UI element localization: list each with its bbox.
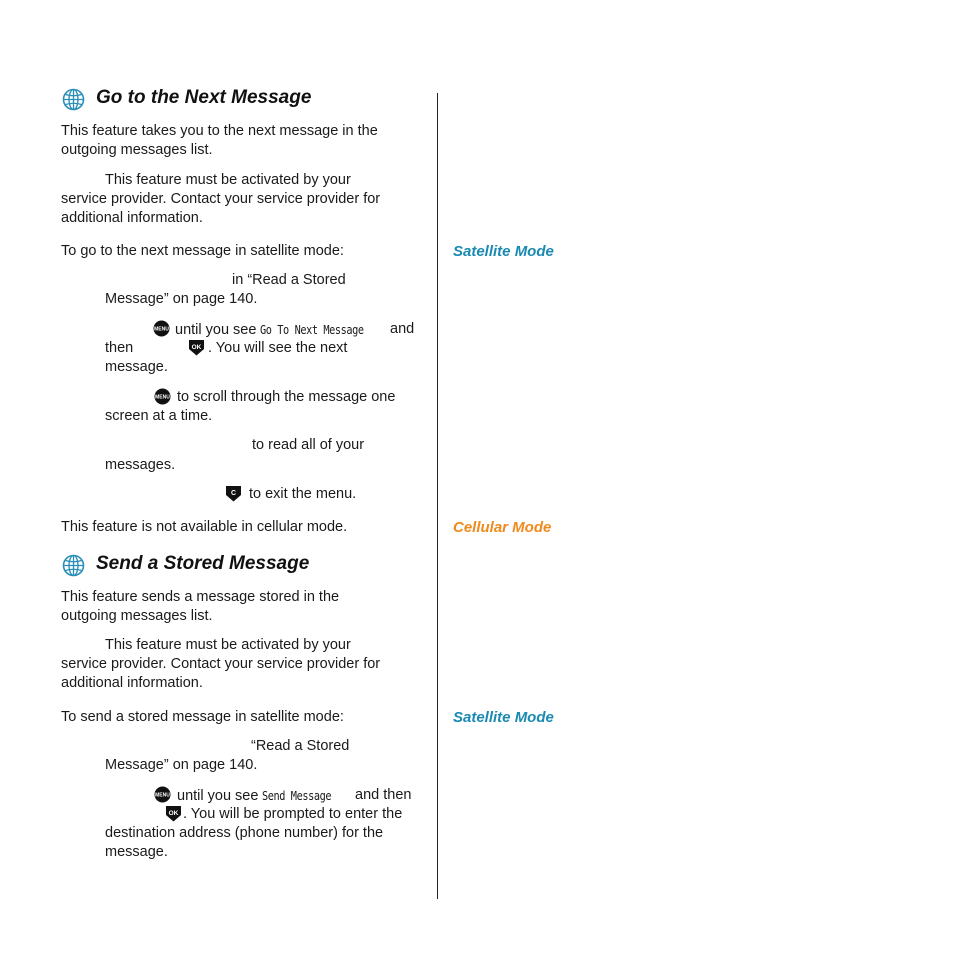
menu-key-icon xyxy=(153,320,170,337)
step2-and: and xyxy=(390,321,415,337)
column-divider xyxy=(437,93,438,899)
sidebar-label-satellite-mode: Satellite Mode xyxy=(453,243,554,260)
note-line-2: service provider. Contact your service provider for xyxy=(61,656,381,672)
intro-line-1: This feature sends a message stored in the xyxy=(61,589,340,605)
globe-icon xyxy=(62,554,85,577)
step5-line: to exit the menu. xyxy=(249,486,357,502)
section-title-send-stored-message: Send a Stored Message xyxy=(96,553,310,574)
step2-until-you-see: until you see Go To Next Message xyxy=(175,322,365,338)
svg-text:OK: OK xyxy=(168,810,179,817)
procedure-lead: To go to the next message in satellite mode: xyxy=(61,243,344,259)
step2-prompt-line: . You will be prompted to enter the xyxy=(183,806,403,822)
svg-text:OK: OK xyxy=(191,344,202,351)
intro-line-2: outgoing messages list. xyxy=(61,142,213,158)
step2-and-then: and then xyxy=(355,787,412,803)
step1-line-2: Message” on page 140. xyxy=(105,291,258,307)
svg-text:MENU: MENU xyxy=(155,394,170,401)
menu-key-icon xyxy=(154,388,171,405)
note-line-2: service provider. Contact your service provider for xyxy=(61,191,381,207)
svg-text:MENU: MENU xyxy=(155,792,170,799)
step1-line-1: in “Read a Stored xyxy=(232,272,346,288)
step2-message: message. xyxy=(105,359,168,375)
intro-line-1: This feature takes you to the next message in the xyxy=(61,123,378,139)
menu-key-icon xyxy=(154,786,171,803)
svg-text:C: C xyxy=(230,490,237,497)
step2-destination-line: destination address (phone number) for the xyxy=(105,825,384,841)
step4-line-1: to read all of your xyxy=(252,437,365,453)
section-title-next-message: Go to the Next Message xyxy=(96,87,312,108)
note-line-3: additional information. xyxy=(61,675,203,691)
step2-next-line: . You will see the next xyxy=(208,340,348,356)
globe-icon xyxy=(62,88,85,111)
lcd-send-message: Send Message xyxy=(262,788,332,803)
step1-line-1: “Read a Stored xyxy=(251,738,350,754)
intro-line-2: outgoing messages list. xyxy=(61,608,213,624)
procedure-lead: To send a stored message in satellite mode: xyxy=(61,709,344,725)
step3-line-1: to scroll through the message one xyxy=(177,389,396,405)
sidebar-label-cellular-mode: Cellular Mode xyxy=(453,519,552,536)
cellular-note: This feature is not available in cellular mode. xyxy=(61,519,348,535)
step4-line-2: messages. xyxy=(105,457,176,473)
ok-key-icon xyxy=(165,805,182,822)
step2-message-line: message. xyxy=(105,844,168,860)
note-line-3: additional information. xyxy=(61,210,203,226)
ok-key-icon xyxy=(188,339,205,356)
note-line-1: This feature must be activated by your xyxy=(105,637,351,653)
clear-key-icon xyxy=(225,485,242,502)
step1-line-2: Message” on page 140. xyxy=(105,757,258,773)
step2-until-you-see: until you see Send Message xyxy=(177,788,332,804)
lcd-go-to-next-message: Go To Next Message xyxy=(260,322,365,337)
sidebar-label-satellite-mode: Satellite Mode xyxy=(453,709,554,726)
note-line-1: This feature must be activated by your xyxy=(105,172,351,188)
step3-line-2: screen at a time. xyxy=(105,408,213,424)
svg-text:MENU: MENU xyxy=(154,326,169,333)
step2-then: then xyxy=(105,340,134,356)
